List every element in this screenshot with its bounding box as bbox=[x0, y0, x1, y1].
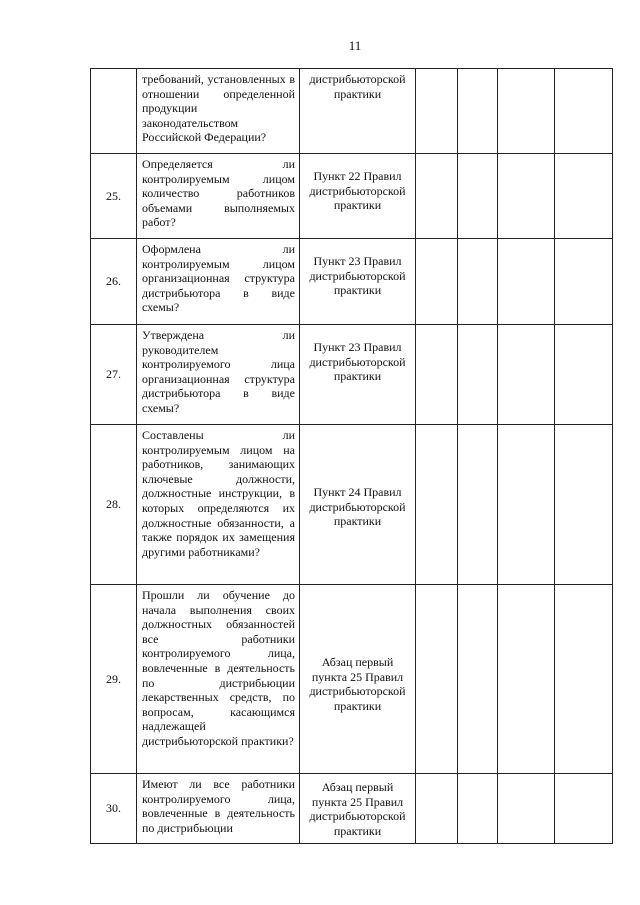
answer-yes-cell[interactable] bbox=[416, 425, 458, 585]
answer-no-cell[interactable] bbox=[458, 774, 498, 844]
answer-yes-cell[interactable] bbox=[416, 325, 458, 425]
requirement-question: Определяется ли контролируемым лицом количество работников объемами выполняемых работ? bbox=[137, 154, 300, 239]
note-cell[interactable] bbox=[555, 585, 613, 774]
answer-not-applicable-cell[interactable] bbox=[498, 325, 555, 425]
answer-no-cell[interactable] bbox=[458, 585, 498, 774]
answer-yes-cell[interactable] bbox=[416, 239, 458, 325]
note-cell[interactable] bbox=[555, 325, 613, 425]
note-cell[interactable] bbox=[555, 774, 613, 844]
legal-reference: Пункт 24 Правил дистрибьюторской практики bbox=[300, 425, 416, 585]
answer-not-applicable-cell[interactable] bbox=[498, 154, 555, 239]
answer-no-cell[interactable] bbox=[458, 69, 498, 154]
table-row bbox=[91, 69, 613, 154]
answer-yes-cell[interactable] bbox=[416, 585, 458, 774]
note-cell[interactable] bbox=[555, 239, 613, 325]
legal-reference: Абзац первый пункта 25 Правил дистрибьюторской практики bbox=[300, 774, 416, 844]
row-number: 28. bbox=[91, 425, 137, 585]
legal-reference: дистрибьюторской практики bbox=[300, 69, 416, 154]
legal-reference: Абзац первый пункта 25 Правил дистрибьюторской практики bbox=[300, 585, 416, 774]
answer-no-cell[interactable] bbox=[458, 325, 498, 425]
row-number: 25. bbox=[91, 154, 137, 239]
answer-no-cell[interactable] bbox=[458, 154, 498, 239]
requirement-question: Составлены ли контролируемым лицом на работников, занимающих ключевые должности, должностные инструкции, в которых определяются их должностные обязанности, а также порядок их замещения другими работниками? bbox=[137, 425, 300, 585]
answer-no-cell[interactable] bbox=[458, 425, 498, 585]
legal-reference: Пункт 23 Правил дистрибьюторской практики bbox=[300, 325, 416, 425]
row-number: 27. bbox=[91, 325, 137, 425]
table-row bbox=[91, 154, 613, 239]
legal-reference: Пункт 23 Правил дистрибьюторской практики bbox=[300, 239, 416, 325]
table-row bbox=[91, 325, 613, 425]
requirement-question: Утверждена ли руководителем контролируемого лица организационная структура дистрибьютора в виде схемы? bbox=[137, 325, 300, 425]
note-cell[interactable] bbox=[555, 425, 613, 585]
row-number: 30. bbox=[91, 774, 137, 844]
row-number: 26. bbox=[91, 239, 137, 325]
answer-yes-cell[interactable] bbox=[416, 154, 458, 239]
answer-yes-cell[interactable] bbox=[416, 774, 458, 844]
table-row bbox=[91, 425, 613, 585]
page-number: 11 bbox=[348, 38, 362, 53]
requirement-question: требований, установленных в отношении определенной продукции законодательством Российской Федерации? bbox=[137, 69, 300, 154]
answer-not-applicable-cell[interactable] bbox=[498, 69, 555, 154]
table-row bbox=[91, 774, 613, 844]
answer-no-cell[interactable] bbox=[458, 239, 498, 325]
answer-not-applicable-cell[interactable] bbox=[498, 239, 555, 325]
checklist-table bbox=[90, 68, 613, 844]
legal-reference: Пункт 22 Правил дистрибьюторской практики bbox=[300, 154, 416, 239]
requirement-question: Оформлена ли контролируемым лицом организационная структура дистрибьютора в виде схемы? bbox=[137, 239, 300, 325]
answer-not-applicable-cell[interactable] bbox=[498, 425, 555, 585]
row-number bbox=[91, 69, 137, 154]
note-cell[interactable] bbox=[555, 69, 613, 154]
requirement-question: Имеют ли все работники контролируемого лица, вовлеченные в деятельность по дистрибьюции bbox=[137, 774, 300, 844]
answer-yes-cell[interactable] bbox=[416, 69, 458, 154]
answer-not-applicable-cell[interactable] bbox=[498, 585, 555, 774]
table-row bbox=[91, 585, 613, 774]
requirement-question: Прошли ли обучение до начала выполнения своих должностных обязанностей все работники контролируемого лица, вовлеченные в деятельность по дистрибьюции лекарственных средств, по вопросам, касающимся надлежащей дистрибьюторской практики? bbox=[137, 585, 300, 774]
row-number: 29. bbox=[91, 585, 137, 774]
table-row bbox=[91, 239, 613, 325]
answer-not-applicable-cell[interactable] bbox=[498, 774, 555, 844]
note-cell[interactable] bbox=[555, 154, 613, 239]
